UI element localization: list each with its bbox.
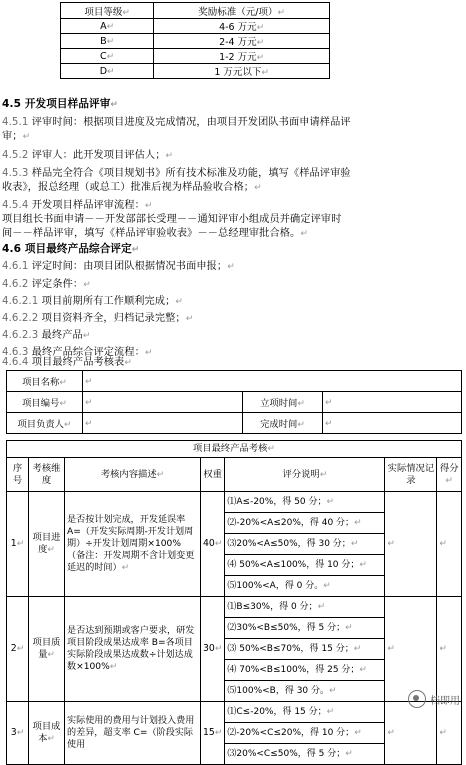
paragraph-4-6-3: 4.6.3 最终产品综合评定流程：↵ — [2, 347, 153, 358]
row-seq: 1↵ — [7, 492, 29, 597]
score-rule: ⑵-20%<C≤20%，得 10 分； ↵ — [225, 723, 384, 744]
section-heading-4-5: 4.5 开发项目样品评审↵ — [2, 98, 119, 110]
score-rule: ⑸100%<B，得 30 分。 ↵ — [227, 686, 337, 696]
setup-time-value: ↵ — [323, 392, 462, 413]
header-content: 考核内容描述↵ — [65, 458, 201, 492]
paragraph-4-6-2-3: 4.6.2.3 最终产品↵ — [2, 330, 91, 341]
final-product-eval-table — [6, 440, 462, 765]
row-score: ↵ — [437, 492, 462, 597]
score-rule: ⑶20%<A≤50%，得 30 分； ↵ — [225, 534, 384, 555]
table-row — [7, 597, 462, 702]
paragraph-line: 间－－样品评审，填写《样品评审验收表》－－总经理审批合格。↵ — [2, 228, 308, 239]
row-actual: ↵ — [385, 702, 437, 765]
row-dimension: 项目成本↵ — [29, 702, 65, 765]
row-rules — [225, 702, 385, 765]
project-name-label: 项目名称↵ — [7, 371, 83, 392]
header-weight: 权重 — [201, 458, 225, 492]
header-score: 得分↵ — [437, 458, 462, 492]
paragraph-4-5-2: 4.5.2 评审人：此开发项目评估人；↵ — [2, 150, 174, 161]
reward-amount: 1 万元以下↵ — [154, 64, 330, 79]
paragraph-4-5-3: 4.5.3 样品完全符合《项目规划书》所有技术标准及功能，填写《样品评审验 — [2, 168, 351, 179]
row-seq: 2↵ — [7, 597, 29, 702]
reward-level: C↵ — [61, 49, 154, 64]
row-dimension: 项目质量↵ — [29, 597, 65, 702]
row-actual: ↵ — [385, 492, 437, 597]
watermark-text: 档即用 — [430, 695, 460, 707]
row-weight: 15↵ — [201, 702, 225, 765]
paragraph-4-5-4: 4.5.4 开发项目样品评审流程：↵ — [2, 200, 153, 211]
owner-label: 项目负责人↵ — [7, 413, 83, 434]
finish-time-value: ↵ — [323, 413, 462, 434]
reward-level: A↵ — [61, 19, 154, 34]
row-weight: 40↵ — [201, 492, 225, 597]
header-seq: 序号 — [7, 458, 29, 492]
header-dimension: 考核维度 — [29, 458, 65, 492]
paragraph-4-6-1: 4.6.1 评定时间：由项目团队根据情况书面申报；↵ — [2, 261, 235, 272]
paragraph-4-5-1: 4.5.1 评审时间：根据项目进度及完成情况，由项目开发团队书面申请样品评 — [2, 117, 351, 128]
section-heading-4-6: 4.6 项目最终产品综合评定↵ — [2, 243, 140, 255]
row-score: ↵ — [437, 597, 462, 702]
reward-table — [60, 2, 330, 79]
score-rule: ⑷ 70%<B≤100%，得 25 分； ↵ — [225, 660, 384, 681]
paragraph-4-6-2-2: 4.6.2.2 项目资料齐全，归档记录完整；↵ — [2, 313, 194, 324]
reward-level: D↵ — [61, 64, 154, 79]
paragraph-4-6-2-1: 4.6.2.1 项目前期所有工作顺利完成；↵ — [2, 296, 184, 307]
header-actual: 实际情况记录 — [385, 458, 437, 492]
score-rule: ⑶ 50%<B≤70%，得 15 分； ↵ — [225, 639, 384, 660]
score-rule: ⑴C≤-20%，得 15 分； ↵ — [225, 702, 384, 723]
reward-amount: 2-4 万元↵ — [154, 34, 330, 49]
paragraph-line: 项目组长书面申请－－开发部部长受理－－通知评审小组成员并确定评审时 — [2, 214, 342, 225]
score-rule: ⑵-20%<A≤20%，得 40 分； ↵ — [225, 513, 384, 534]
score-rule: ⑸100%<A，得 0 分。 ↵ — [227, 581, 331, 591]
row-weight: 30↵ — [201, 597, 225, 702]
paragraph-line: 收表》，报总经理（或总工）批准后视为样品验收合格；↵ — [2, 182, 262, 193]
score-rule: ⑶20%<C≤50%，得 5 分； ↵ — [227, 749, 353, 759]
watermark — [408, 690, 460, 708]
paragraph-4-6-2: 4.6.2 评定条件：↵ — [2, 279, 91, 290]
owner-value: ↵ — [83, 413, 243, 434]
project-code-label: 项目编号↵ — [7, 392, 83, 413]
row-content: 实际使用的费用与计划投入费用的差异，超支率 C=（阶段实际使用 — [65, 702, 201, 765]
table-row — [61, 49, 330, 64]
project-name-value: ↵ — [83, 371, 462, 392]
project-code-value: ↵ — [83, 392, 243, 413]
score-rule: ⑴A≤-20%，得 50 分； ↵ — [225, 492, 384, 513]
reward-amount: 1-2 万元↵ — [154, 49, 330, 64]
finish-time-label: 完成时间↵ — [243, 413, 323, 434]
score-rule: ⑷ 50%<A≤100%，得 10 分； ↵ — [225, 555, 384, 576]
project-info-table — [6, 370, 462, 434]
table-row — [61, 34, 330, 49]
eval-table-title: 项目最终产品考核↵ — [7, 441, 462, 458]
wechat-logo-icon — [408, 690, 426, 708]
row-dimension: 项目进度↵ — [29, 492, 65, 597]
reward-header-level: 项目等级↵ — [61, 3, 154, 19]
reward-header-standard: 奖励标准（元/项）↵ — [154, 3, 330, 19]
row-score: ↵ — [437, 702, 462, 765]
table-row — [61, 64, 330, 79]
row-rules — [225, 492, 385, 597]
table-row — [7, 492, 462, 597]
reward-amount: 4-6 万元↵ — [154, 19, 330, 34]
table-row — [7, 702, 462, 765]
row-seq: 3↵ — [7, 702, 29, 765]
row-rules — [225, 597, 385, 702]
row-actual: ↵ — [385, 597, 437, 702]
setup-time-label: 立项时间↵ — [243, 392, 323, 413]
paragraph-4-6-4: 4.6.4 项目最终产品考核表↵ — [2, 357, 133, 368]
score-rule: ⑵30%<B≤50%，得 5 分； ↵ — [225, 618, 384, 639]
header-rule: 评分说明↵ — [225, 458, 385, 492]
row-content: 是否按计划完成，开发延误率 A=（开发实际周期-开发计划周期）÷开发计划周期×100%（备注：开发周期不含计划变更延迟的时间）↵ — [65, 492, 201, 597]
reward-level: B↵ — [61, 34, 154, 49]
table-row — [61, 19, 330, 34]
score-rule: ⑴B≤30%，得 0 分； ↵ — [225, 597, 384, 618]
paragraph-line: 审；↵ — [2, 131, 31, 142]
row-content: 是否达到预期或客户要求，研发项目阶段成果达成率 B=各项目实际阶段成果达成数÷计划达成数×100%↵ — [65, 597, 201, 702]
